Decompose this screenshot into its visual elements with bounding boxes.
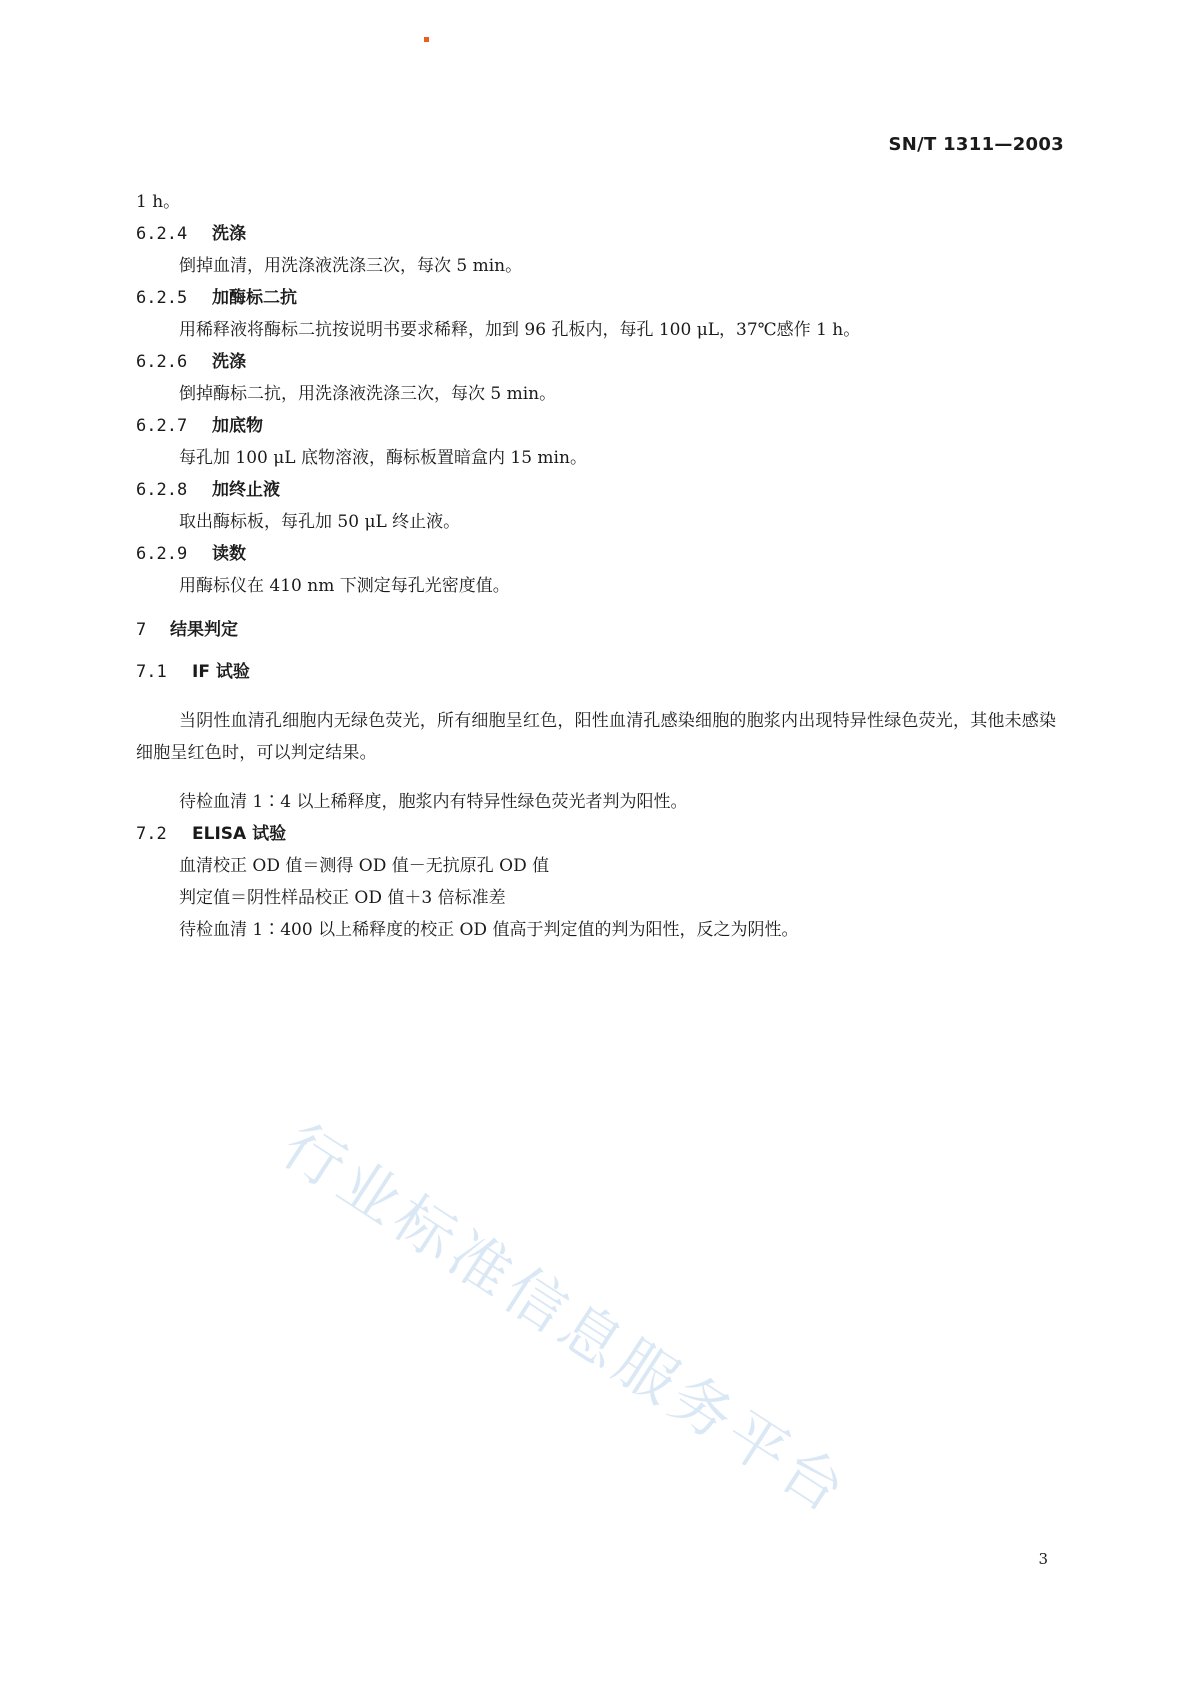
section-7-2-formula-1: 血清校正 OD 值＝测得 OD 值－无抗原孔 OD 值 — [179, 856, 550, 876]
section-7-1-paragraph-2: 待检血清 1∶4 以上稀释度，胞浆内有特异性绿色荧光者判为阳性。 — [179, 792, 688, 812]
page-number: 3 — [1038, 1550, 1048, 1568]
section-number: 7 — [136, 620, 147, 640]
section-6-2-8-heading — [136, 474, 1066, 506]
section-7-2-formula-2: 判定值＝阴性样品校正 OD 值＋3 倍标准差 — [179, 888, 506, 908]
section-title: ELISA 试验 — [192, 824, 287, 844]
section-title: 加酶标二抗 — [212, 288, 297, 308]
section-number: 6.2.6 — [136, 352, 188, 372]
section-title: 读数 — [212, 544, 246, 564]
section-6-2-5-text: 用稀释液将酶标二抗按说明书要求稀释，加到 96 孔板内，每孔 100 μL，37℃感作 1 h。 — [179, 320, 861, 340]
continuation-text: 1 h。 — [136, 192, 181, 212]
section-number: 6.2.5 — [136, 288, 188, 308]
section-7-1-paragraph-1: 当阴性血清孔细胞内无绿色荧光，所有细胞呈红色，阳性血清孔感染细胞的胞浆内出现特异性绿色荧光，其他未感染细胞呈红色时，可以判定结果。 — [136, 711, 1057, 763]
section-6-2-7-heading — [136, 410, 1066, 442]
section-number: 7.1 — [136, 662, 167, 682]
section-title: 结果判定 — [170, 620, 238, 640]
page-content — [136, 186, 1066, 946]
section-number: 6.2.9 — [136, 544, 188, 564]
section-6-2-6-heading — [136, 346, 1066, 378]
standard-code: SN/T 1311—2003 — [888, 134, 1064, 155]
watermark-text: 行业标准信息服务平台 — [269, 1110, 862, 1530]
section-6-2-9-text: 用酶标仪在 410 nm 下测定每孔光密度值。 — [179, 576, 510, 596]
scan-artifact-mark — [424, 37, 429, 42]
section-number: 6.2.4 — [136, 224, 188, 244]
section-6-2-5-heading — [136, 282, 1066, 314]
section-7-2-conclusion: 待检血清 1∶400 以上稀释度的校正 OD 值高于判定值的判为阳性，反之为阴性。 — [179, 920, 799, 940]
section-title: 加终止液 — [212, 480, 280, 500]
section-number: 6.2.7 — [136, 416, 188, 436]
section-6-2-8-text: 取出酶标板，每孔加 50 μL 终止液。 — [179, 512, 461, 532]
section-6-2-9-heading — [136, 538, 1066, 570]
section-6-2-7-text: 每孔加 100 μL 底物溶液，酶标板置暗盒内 15 min。 — [179, 448, 587, 468]
section-title: 洗涤 — [212, 352, 246, 372]
section-number: 7.2 — [136, 824, 167, 844]
section-6-2-6-text: 倒掉酶标二抗，用洗涤液洗涤三次，每次 5 min。 — [179, 384, 557, 404]
section-title: 加底物 — [212, 416, 263, 436]
section-7-2-heading — [136, 818, 1066, 850]
section-6-2-4-heading — [136, 218, 1066, 250]
section-6-2-4-text: 倒掉血清，用洗涤液洗涤三次，每次 5 min。 — [179, 256, 523, 276]
section-number: 6.2.8 — [136, 480, 188, 500]
section-7-heading — [136, 614, 1066, 646]
section-7-1-heading — [136, 656, 1066, 688]
section-title: 洗涤 — [212, 224, 246, 244]
section-title: IF 试验 — [192, 662, 250, 682]
